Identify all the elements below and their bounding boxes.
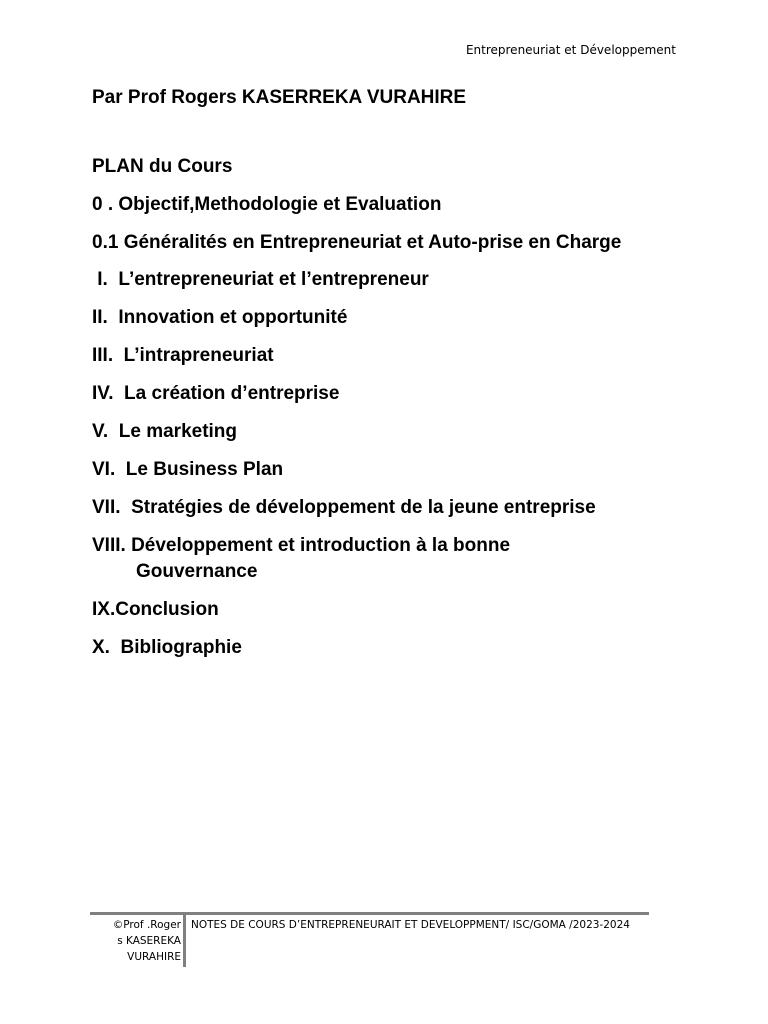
toc-item-chapter-5: V. Le marketing <box>92 421 238 442</box>
footer-copyright-line: VURAHIRE <box>127 951 181 963</box>
toc-item-chapter-8: VIII. Développement et introduction à la bonne <box>92 535 511 556</box>
toc-item-chapter-7: VII. Stratégies de développement de la jeune entreprise <box>92 497 596 518</box>
footer-course-notes: NOTES DE COURS D’ENTREPRENEURAIT ET DEVELOPPMENT/ ISC/GOMA /2023-2024 <box>191 919 630 931</box>
running-header: Entrepreneuriat et Développement <box>465 43 676 57</box>
toc-item-chapter-4: IV. La création d’entreprise <box>92 383 340 404</box>
toc-item-chapter-2: II. Innovation et opportunité <box>92 307 348 328</box>
plan-title: PLAN du Cours <box>92 156 233 177</box>
footer-copyright-line: ©Prof .Roger <box>112 919 181 931</box>
toc-item-chapter-1: I. L’entrepreneuriat et l’entrepreneur <box>92 269 429 290</box>
toc-item-chapter-6: VI. Le Business Plan <box>92 459 284 480</box>
toc-item-chapter-8-continuation: Gouvernance <box>136 561 258 582</box>
toc-item-objectif: 0 . Objectif,Methodologie et Evaluation <box>92 194 442 215</box>
toc-item-chapter-10: X. Bibliographie <box>92 637 242 658</box>
footer-divider <box>183 915 186 967</box>
toc-item-generalites: 0.1 Généralités en Entrepreneuriat et Auto-prise en Charge <box>92 232 622 253</box>
toc-item-chapter-9: IX.Conclusion <box>92 599 219 620</box>
footer-copyright <box>90 917 181 967</box>
page-footer <box>90 912 649 963</box>
footer-copyright-line: s KASEREKA <box>117 935 181 947</box>
author-line: Par Prof Rogers KASERREKA VURAHIRE <box>92 87 467 108</box>
toc-item-chapter-3: III. L’intrapreneuriat <box>92 345 274 366</box>
